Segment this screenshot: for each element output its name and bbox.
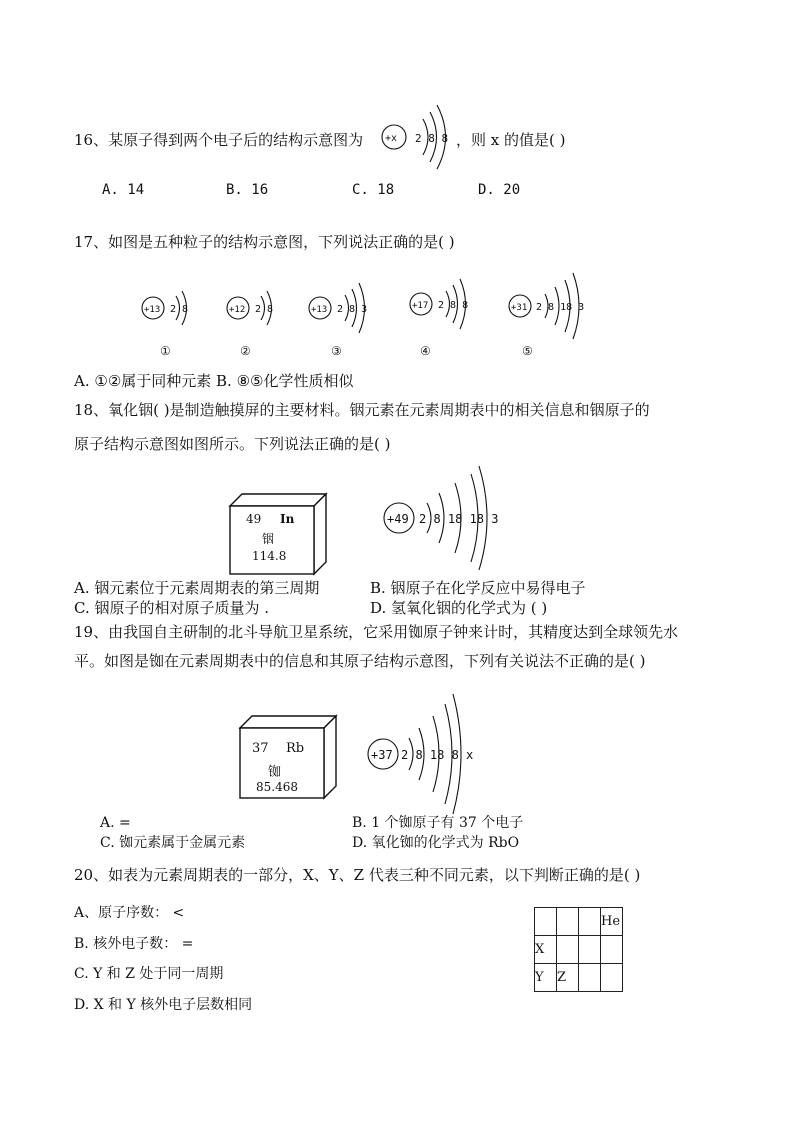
- q16-nucleus: +x: [385, 133, 398, 144]
- q18-name: 铟: [262, 532, 275, 546]
- q17-label-3: ③: [331, 344, 342, 358]
- q19-option-b[interactable]: B. 1 个铷原子有 37 个电子: [352, 815, 524, 831]
- table-cell: [601, 964, 623, 992]
- q17-p2-nucleus: +12: [229, 305, 246, 315]
- table-cell: [535, 908, 557, 936]
- q19-symbol: Rb: [286, 741, 305, 756]
- q19-option-d[interactable]: D. 氧化铷的化学式为 RbO: [352, 835, 520, 851]
- q17-p4-nucleus: +17: [412, 301, 429, 311]
- q19-atomic-number: 37: [252, 741, 269, 756]
- q19-option-c[interactable]: C. 铷元素属于金属元素: [100, 835, 246, 851]
- q17-particle-2: [225, 286, 285, 332]
- table-cell: [579, 908, 601, 936]
- q18-option-c[interactable]: C. 铟原子的相对原子质量为 .: [74, 599, 270, 617]
- table-row: [535, 964, 623, 992]
- periodic-table-fragment: [534, 907, 623, 992]
- q17-p1-shells: 2 8: [170, 304, 189, 315]
- q20-option-d[interactable]: D. X 和 Y 核外电子层数相同: [74, 997, 253, 1013]
- q17-options[interactable]: A. ①②属于同种元素 B. ⑧⑤化学性质相似: [74, 372, 354, 390]
- q17-label-4: ④: [420, 344, 431, 358]
- q16-option-c[interactable]: C. 18: [352, 182, 395, 198]
- table-cell: X: [535, 936, 557, 964]
- q19-nucleus: +37: [371, 748, 393, 762]
- q17-particle-5: [507, 268, 597, 338]
- q17-p4-shells: 2 8 8: [438, 300, 469, 311]
- q17-particle-4: [408, 276, 478, 332]
- table-cell: [579, 936, 601, 964]
- q19-atom-diagram: [367, 692, 477, 810]
- q17-particle-1: [140, 286, 200, 332]
- q17-p1-nucleus: +13: [144, 305, 161, 315]
- q17-stem: 17、如图是五种粒子的结构示意图，下列说法正确的是( ): [74, 233, 455, 251]
- q20-option-c[interactable]: C. Y 和 Z 处于同一周期: [74, 966, 224, 982]
- q18-line-2: 原子结构示意图如图所示。下列说法正确的是( ): [74, 435, 391, 453]
- table-cell: [557, 908, 579, 936]
- table-row: [535, 908, 623, 936]
- q17-p2-shells: 2 8: [255, 304, 274, 315]
- q17-label-5: ⑤: [522, 344, 533, 358]
- q17-p3-shells: 2 8 3: [337, 304, 368, 315]
- q16-stem-pre: 16、某原子得到两个电子后的结构示意图为: [74, 131, 364, 149]
- q18-mass: 114.8: [252, 549, 287, 563]
- q19-name: 铷: [268, 765, 282, 780]
- q16-atom-diagram: [381, 105, 461, 175]
- table-cell: [557, 936, 579, 964]
- q16-option-d[interactable]: D. 20: [478, 182, 521, 198]
- q19-shells: 2 8 18 8 x: [401, 748, 474, 762]
- q18-element-cube: [230, 494, 330, 576]
- q16-stem: [74, 131, 363, 149]
- q18-option-a[interactable]: A. 铟元素位于元素周期表的第三周期: [74, 579, 320, 597]
- q17-p5-nucleus: +31: [511, 303, 528, 313]
- q18-atomic-number: 49: [246, 512, 262, 526]
- table-row: [535, 936, 623, 964]
- q18-option-d[interactable]: D. 氢氧化铟的化学式为 ( ): [370, 599, 548, 617]
- q16-option-b[interactable]: B. 16: [226, 182, 269, 198]
- q17-label-1: ①: [160, 344, 171, 358]
- q17-p5-shells: 2 8 18 3: [536, 302, 585, 313]
- table-cell: [601, 936, 623, 964]
- q19-line-2: 平。如图是铷在元素周期表中的信息和其原子结构示意图，下列有关说法不正确的是( ): [74, 652, 646, 670]
- q18-nucleus: +49: [387, 512, 409, 526]
- q19-line-1: 19、由我国自主研制的北斗导航卫星系统，它采用铷原子钟来计时，其精度达到全球领先水: [74, 623, 679, 641]
- q18-shells: 2 8 18 18 3: [419, 512, 499, 526]
- q20-option-b[interactable]: B. 核外电子数： =: [74, 936, 194, 952]
- q19-option-a[interactable]: A. =: [100, 815, 131, 831]
- q18-atom-diagram: [383, 466, 503, 576]
- q18-line-1: 18、氧化铟( )是制造触摸屏的主要材料。铟元素在元素周期表中的相关信息和铟原子的: [74, 401, 650, 419]
- q18-symbol: In: [280, 512, 295, 526]
- q16-shells: 2 8 8: [415, 132, 449, 145]
- q17-p3-nucleus: +13: [311, 305, 328, 315]
- q19-mass: 85.468: [256, 780, 298, 794]
- q16-stem-post: ，则 x 的值是( ): [456, 131, 566, 149]
- q20-stem: 20、如表为元素周期表的一部分，X、Y、Z 代表三种不同元素，以下判断正确的是( ): [74, 866, 641, 884]
- table-cell: Z: [557, 964, 579, 992]
- table-cell: [579, 964, 601, 992]
- q17-label-2: ②: [240, 344, 251, 358]
- table-cell: He: [601, 908, 623, 936]
- q17-particle-3: [307, 280, 377, 336]
- q20-option-a[interactable]: A、原子序数： <: [74, 905, 185, 921]
- q16-option-a[interactable]: A. 14: [102, 182, 145, 198]
- q18-option-b[interactable]: B. 铟原子在化学反应中易得电子: [370, 579, 586, 597]
- table-cell: Y: [535, 964, 557, 992]
